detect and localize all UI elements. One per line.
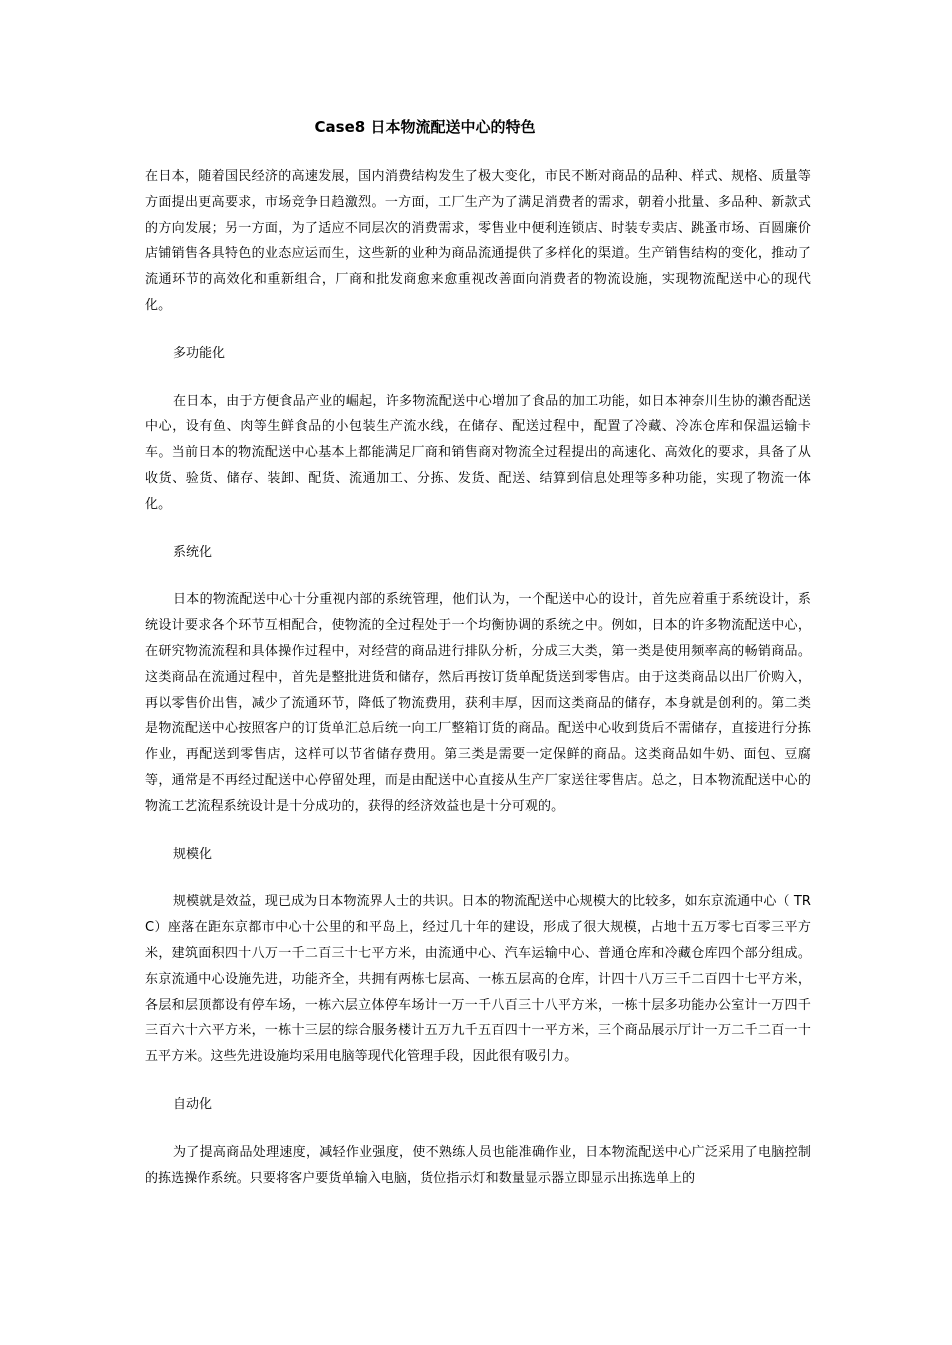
section-body-multifunction: 在日本，由于方便食品产业的崛起，许多物流配送中心增加了食品的加工功能，如日本神奈川生协的濑呇配送中心，设有鱼、肉等生鲜食品的小包装生产流水线，在储存、配送过程中，配置了冷藏、冷冻仓库和保温运输卡车。当前日本的物流配送中心基本上都能满足厂商和销售商对物流全过程提出的高速化、高效化的要求，具备了从收货、验货、储存、装卸、配货、流通加工、分拣、发货、配送、结算到信息处理等多种功能，实现了物流一体化。 <box>145 393 811 512</box>
intro-paragraph: 在日本，随着国民经济的高速发展，国内消费结构发生了极大变化，市民不断对商品的品种、样式、规格、质量等方面提出更高要求，市场竞争日趋激烈。一方面，工厂生产为了满足消费者的需求，朝着小批量、多品种、新款式的方向发展；另一方面，为了适应不同层次的消费需求，零售业中便利连锁店、时装专卖店、跳蚤市场、百圆廉价店铺销售各具特色的业态应运而生，这些新的业种为商品流通提供了多样化的渠道。生产销售结构的变化，推动了流通环节的高效化和重新组合，厂商和批发商愈来愈重视改善面向消费者的物流设施，实现物流配送中心的现代化。 <box>145 169 811 313</box>
section-body-system: 日本的物流配送中心十分重视内部的系统管理，他们认为，一个配送中心的设计，首先应着重于系统设计，系统设计要求各个环节互相配合，使物流的全过程处于一个均衡协调的系统之中。例如，日本的许多物流配送中心，在研究物流流程和具体操作过程中，对经营的商品进行排队分析，分成三大类，第一类是使用频率高的畅销商品。这类商品在流通过程中，首先是整批进货和储存，然后再按订货单配货送到零售店。由于这类商品以出厂价购入，再以零售价出售，减少了流通环节，降低了物流费用，获利丰厚，因而这类商品的储存，本身就是创利的。第二类是物流配送中心按照客户的订货单汇总后统一向工厂整箱订货的商品。配送中心收到货后不需储存，直接进行分拣作业，再配送到零售店，这样可以节省储存费用。第三类是需要一定保鲜的商品。这类商品如牛奶、面包、豆腐等，通常是不再经过配送中心停留处理，而是由配送中心直接从生产厂家送往零售店。总之，日本物流配送中心的物流工艺流程系统设计是十分成功的，获得的经济效益也是十分可观的。 <box>145 592 811 814</box>
document-body <box>145 164 811 1191</box>
document-title: Case8 日本物流配送中心的特色 <box>314 118 536 136</box>
section-body-scale: 规模就是效益，现已成为日本物流界人士的共识。日本的物流配送中心规模大的比较多，如东京流通中心（ TRC）座落在距东京都市中心十公里的和平岛上，经过几十年的建设，形成了很大规模，占地十五万零七百零三平方米，建筑面积四十八万一千二百三十七平方米，由流通中心、汽车运输中心、普通仓库和冷藏仓库四个部分组成。东京流通中心设施先进，功能齐全，共拥有两栋七层高、一栋五层高的仓库，计四十八万三千二百四十七平方米，各层和层顶都设有停车场，一栋六层立体停车场计一万一千八百三十八平方米，一栋十层多功能办公室计一万四千三百六十六平方米，一栋十三层的综合服务楼计五万九千五百四十一平方米，三个商品展示厅计一万二千二百一十五平方米。这些先进设施均采用电脑等现代化管理手段，因此很有吸引力。 <box>145 894 811 1065</box>
section-heading-multifunction: 多功能化 <box>173 345 226 361</box>
section-body-automation: 为了提高商品处理速度，减轻作业强度，使不熟练人员也能准确作业，日本物流配送中心广泛采用了电脑控制的拣选操作系统。只要将客户要货单输入电脑，货位指示灯和数量显示器立即显示出拣选单上的 <box>145 1144 811 1186</box>
section-heading-system: 系统化 <box>173 544 213 560</box>
section-heading-automation: 自动化 <box>173 1096 213 1112</box>
section-heading-scale: 规模化 <box>173 846 213 862</box>
